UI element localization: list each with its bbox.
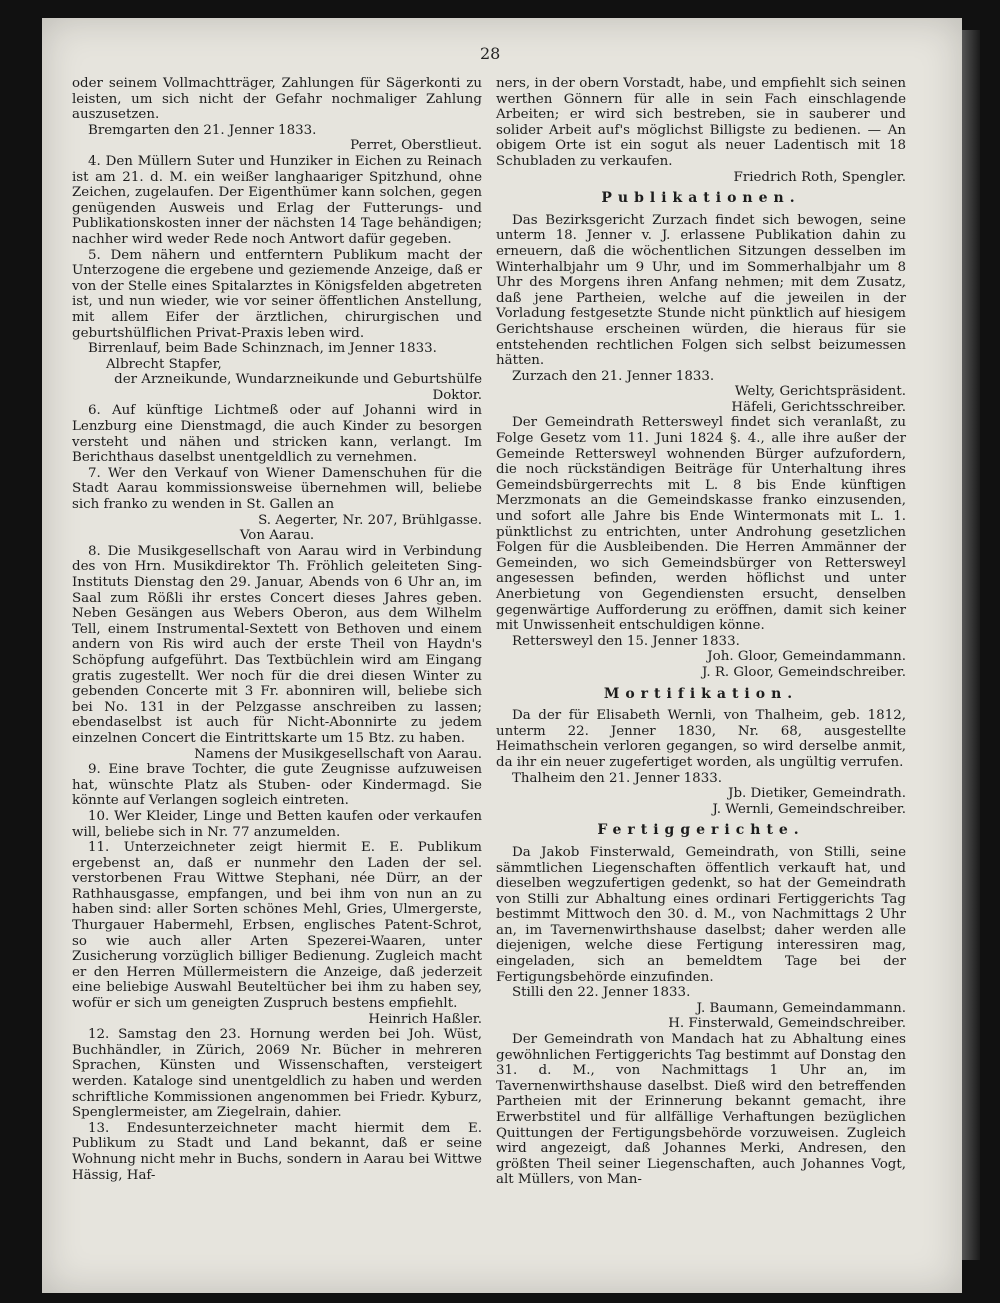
notice-5: 5. Dem nähern und entferntern Publikum macht der Unterzogene die ergebene und geziemende Anzeige, daß er von der Stelle eines Spitalarztes in Königsfelden abgetreten ist, und nun wieder, wie vor seiner öffentlichen Anstellung, mit allem Eifer der ärztlichen, chirurgischen und geburtshülflichen Privat-Praxis leben wird. [72, 247, 482, 341]
notice-8: 8. Die Musikgesellschaft von Aarau wird in Verbindung des von Hrn. Musikdirektor Th. Fröhlich geleiteten Sing-Instituts Dienstag den 29. Januar, Abends von 6 Uhr an, im Saal zum Rößli ihr erstes Concert dieses Jahres geben. Neben Gesängen aus Webers Oberon, aus dem Wilhelm Tell, einem Instrumental-Sextett von Bethoven und einem andern von Ris wird auch der erste Theil von Haydn's Schöpfung aufgeführt. Das Textbüchlein wird am Eingang gratis zugestellt. Wer noch für die drei diesen Winter zu gebenden Concerte mit 3 Fr. abonniren will, beliebe sich bei No. 131 in der Pelzgasse anschreiben zu lassen; ebendaselbst ist auch für Nicht-Abonnirte zu jedem einzelnen Concert die Eintrittskarte um 15 Btz. zu haben. [72, 543, 482, 746]
notice-10: 10. Wer Kleider, Linge und Betten kaufen oder verkaufen will, beliebe sich in Nr. 77 anzumelden. [72, 808, 482, 840]
section-heading-aarau: Von Aarau. [239, 528, 315, 544]
notice-text: ners, in der obern Vorstadt, habe, und empfiehlt sich seinen werthen Gönnern für alle in sein Fach einschlagende Arbeiten; er wird sich bestreben, sie in sauberer und solider Arbeit auf's möglichst Billigste zu bedienen. — An obigem Orte ist ein sogut als neuer Ladentisch mit 18 Schubladen zu verkaufen. [496, 76, 906, 169]
notice-13: 13. Endesunterzeichneter macht hiermit dem E. Publikum zu Stadt und Land bekannt, daß er seine Wohnung nicht mehr in Buchs, sondern in Aarau bei Wittwe Hässig, Haf- [72, 1120, 482, 1183]
notice-signature: Welty, Gerichtspräsident. [734, 384, 906, 400]
notice-12: 12. Samstag den 23. Hornung werden bei Joh. Wüst, Buchhändler, in Zürich, 2069 Nr. Bücher in mehreren Sprachen, Künsten und Wissenschaften, versteigert werden. Kataloge sind unentgeldlich zu haben und werden schriftliche Kommissionen angenommen bei Friedr. Kyburz, Spenglermeister, am Ziegelrain, dahier. [72, 1027, 482, 1121]
notice-11: 11. Unterzeichneter zeigt hiermit E. E. Publikum ergebenst an, daß er nunmehr den Laden der sel. verstorbenen Frau Wittwe Stephani, née Dürr, an der Rathhausgasse, empfangen, und bei ihm von nun an zu haben sind: aller Sorten schönes Mehl, Gries, Ulmergerste, Thurgauer Habermehl, Erbsen, englisches Patent-Schrot, so wie auch aller Arten Spezerei-Waaren, unter Zusicherung vorzüglich billiger Bedienung. Zugleich macht er den Herren Müllermeistern die Anzeige, daß jederzeit eine beliebige Auswahl Beuteltücher bei ihm zu haben sey, wofür er sich um geneigten Zuspruch bestens empfiehlt. [72, 840, 482, 1012]
notice-signature: Friedrich Roth, Spengler. [733, 169, 906, 185]
publication-zurzach: Das Bezirksgericht Zurzach findet sich bewogen, seine unterm 18. Jenner v. J. erlassene Publikation dahin zu erneuern, daß die wöchentlichen Sitzungen desselben im Winterhalbjahr um 9 Uhr, und im Sommerhalbjahr um 8 Uhr des Morgens ihren Anfang nehmen; mit dem Zusatz, daß jene Partheien, welche auf die jeweilen in der Vorladung festgesetzte Stunde nicht pünktlich auf hiesigem Gerichtshause erscheinen würden, die hieraus für sie entstehenden rechtlichen Folgen sich selbst beizumessen hätten. [496, 212, 906, 369]
notice-signature: J. R. Gloor, Gemeindschreiber. [702, 664, 906, 680]
notice-signature-title: der Arzneikunde, Wundarzneikunde und Geburtshülfe Doktor. [114, 372, 482, 403]
notice-signature: J. Baumann, Gemeindammann. [696, 1000, 906, 1016]
section-heading-publikationen: Publikationen. [601, 190, 801, 207]
notice-signature: Namens der Musikgesellschaft von Aarau. [194, 746, 482, 762]
notice-7: 7. Wer den Verkauf von Wiener Damenschuhen für die Stadt Aarau kommissionsweise übernehmen will, beliebe sich franko zu wenden in St. Gallen an [72, 465, 482, 513]
notice-signature: Joh. Gloor, Gemeindammann. [707, 649, 906, 665]
section-heading-mortifikation: Mortifikation. [603, 685, 799, 702]
notice-signature: Jb. Dietiker, Gemeindrath. [728, 786, 906, 802]
section-heading-fertiggerichte: Fertiggerichte. [597, 822, 805, 839]
left-column [72, 76, 482, 1183]
page-number: 28 [480, 44, 501, 63]
notice-signature: J. Wernli, Gemeindschreiber. [712, 801, 906, 817]
notice-place-date: Thalheim den 21. Jenner 1833. [512, 770, 722, 786]
notice-6: 6. Auf künftige Lichtmeß oder auf Johanni wird in Lenzburg eine Dienstmagd, die auch Kinder zu besorgen versteht und nähen und stricken kann, verlangt. Im Berichthaus daselbst unentgeldlich zu vernehmen. [72, 403, 482, 466]
notice-text: oder seinem Vollmachtträger, Zahlungen für Sägerkonti zu leisten, um sich nicht der Gefahr nochmaliger Zahlung auszusetzen. [72, 76, 482, 123]
notice-signature: Albrecht Stapfer, [106, 356, 222, 372]
book-spine-shadow [962, 30, 980, 1260]
notice-signature: Perret, Oberstlieut. [350, 138, 482, 154]
notice-place-date: Birrenlauf, beim Bade Schinznach, im Jenner 1833. [88, 341, 437, 357]
notice-place-date: Zurzach den 21. Jenner 1833. [512, 368, 715, 384]
notice-signature: Heinrich Haßler. [368, 1011, 482, 1027]
notice-signature: Häfeli, Gerichtsschreiber. [731, 399, 906, 415]
notice-place-date: Stilli den 22. Jenner 1833. [512, 985, 691, 1001]
notice-signature: H. Finsterwald, Gemeindschreiber. [668, 1016, 906, 1032]
notice-place-date: Bremgarten den 21. Jenner 1833. [88, 122, 317, 138]
fertiggericht-mandach: Der Gemeindrath von Mandach hat zu Abhaltung eines gewöhnlichen Fertiggerichts Tag bestimmt auf Donstag den 31. d. M., von Nachmittags 1 Uhr an, im Tavernenwirthshause daselbst. Dieß wird den betreffenden Partheien mit der Erinnerung bekannt gemacht, ihre Erwerbstitel und für allfällige Verhaftungen bezüglichen Quittungen der Fertigungsbehörde vorzuweisen. Zugleich wird angezeigt, daß Johannes Merki, Andresen, den größten Theil seiner Liegenschaften, auch Johannes Vogt, alt Müllers, von Man- [496, 1032, 906, 1188]
notice-signature: S. Aegerter, Nr. 207, Brühlgasse. [258, 512, 482, 528]
notice-4: 4. Den Müllern Suter und Hunziker in Eichen zu Reinach ist am 21. d. M. ein weißer langhaariger Spitzhund, ohne Zeichen, zugelaufen. Der Eigenthümer kann solchen, gegen genügenden Ausweis und Erlag der Futterungs- und Publikationskosten inner der nächsten 14 Tage behändigen; nachher wird weder Rede noch Antwort dafür gegeben. [72, 153, 482, 247]
right-column [496, 76, 906, 1188]
notice-9: 9. Eine brave Tochter, die gute Zeugnisse aufzuweisen hat, wünschte Platz als Stuben- oder Kindermagd. Sie könnte auf Verlangen sogleich eintreten. [72, 762, 482, 809]
notice-place-date: Rettersweyl den 15. Jenner 1833. [512, 633, 740, 649]
publication-rettersweyl: Der Gemeindrath Rettersweyl findet sich veranlaßt, zu Folge Gesetz vom 11. Juni 1824 §. 4., alle ihre außer der Gemeinde Rettersweyl wohnenden Bürger aufzufordern, die noch rückständigen Beiträge für Unterhaltung ihres Gemeindsbürgerrechts mit L. 8 bis Ende künftigen Merzmonats an die Gemeindskasse franko einzusenden, und sofort alle Jahre bis Ende Wintermonats mit L. 1. pünktlichst zu entrichten, unter Androhung gesetzlichen Folgen für die Ausbleibenden. Die Herren Ammänner der Gemeinden, wo sich Gemeindsbürger von Rettersweyl angesessen befinden, werden höflichst und unter Anerbietung von Gegendiensten ersucht, denselben gegenwärtige Aufforderung zu eröffnen, damit sich keiner mit Unwissenheit entschuldigen könne. [496, 415, 906, 634]
mortification-notice: Da der für Elisabeth Wernli, von Thalheim, geb. 1812, unterm 22. Jenner 1830, Nr. 68, ausgestellte Heimathschein verloren gegangen, so wird derselbe anmit, da ihr ein neuer zugefertiget worden, als ungültig verrufen. [496, 708, 906, 770]
fertiggericht-stilli: Da Jakob Finsterwald, Gemeindrath, von Stilli, seine sämmtlichen Liegenschaften öffentlich verkauft hat, und dieselben wegzufertigen gedenkt, so hat der Gemeindrath von Stilli zur Abhaltung eines ordinari Fertiggerichts Tag bestimmt Mittwoch den 30. d. M., von Nachmittags 2 Uhr an, im Tavernenwirthshause daselbst; daher werden alle diejenigen, welche diese Fertigung interessiren mag, eingeladen, sich an bemeldtem Tage bei der Fertigungsbehörde einzufinden. [496, 844, 906, 985]
